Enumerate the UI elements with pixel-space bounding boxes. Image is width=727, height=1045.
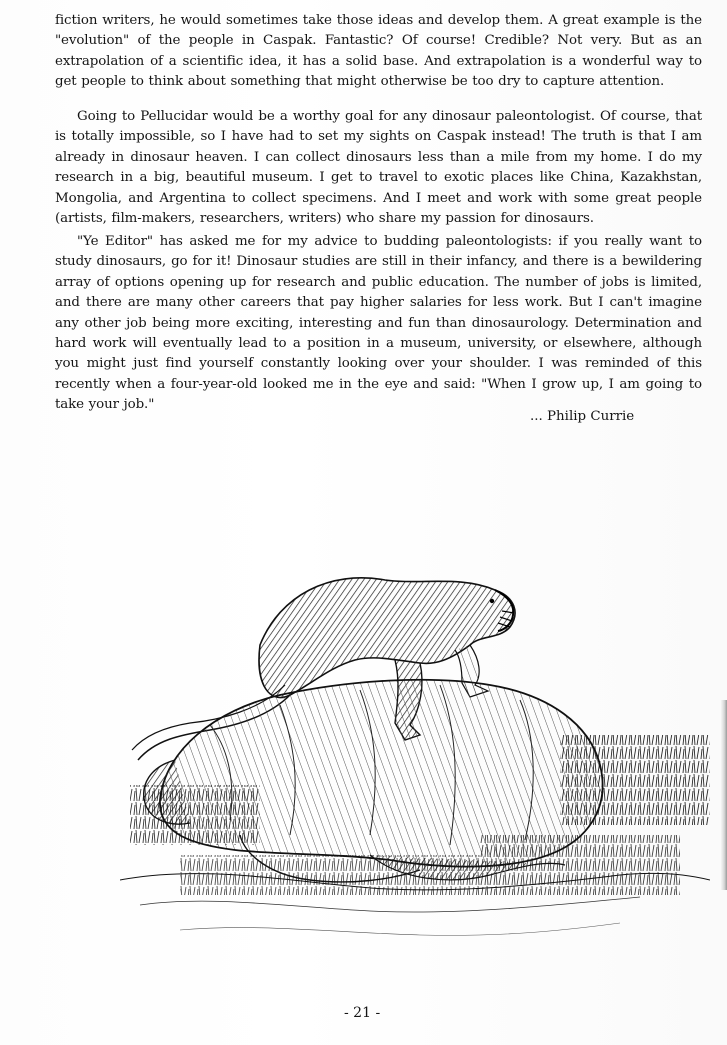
author-signature: ... Philip Currie xyxy=(530,409,635,424)
page-number: - 21 - xyxy=(344,1005,381,1021)
dinosaur-illustration xyxy=(120,535,710,975)
paragraph-1: fiction writers, he would sometimes take those ideas and develop them. A great example is the "evolution" of the people in Caspak. Fantastic? Of course! Credible? Not very. But as an extrapolation of a scientific idea, it has a solid base. And extrapolation is a wonderful way to get people to think about something that might otherwise be too dry to capture attention. xyxy=(55,13,702,90)
paragraph-2: Going to Pellucidar would be a worthy goal for any dinosaur paleontologist. Of course, that is totally impossible, so I have had to set my sights on Caspak instead! The truth is that I am already in dinosaur heaven. I can collect dinosaurs less than a mile from my home. I do my research in a big, beautiful museum. I get to travel to exotic places like China, Kazakhstan, Mongolia, and Argentina to collect specimens. And I meet and work with some great people (artists, film-makers, researchers, writers) who share my passion for dinosaurs. xyxy=(55,109,702,227)
paragraph-3: "Ye Editor" has asked me for my advice to budding paleontologists: if you really want to study dinosaurs, go for it! Dinosaur studies are still in their infancy, and there is a bewildering array of options opening up for research and public education. The number of jobs is limited, and there are many other careers that pay higher salaries for less work. But I can't imagine any other job being more exciting, interesting and fun than dinosaurology. Determination and hard work will eventually lead to a position in a museum, university, or elsewhere, although you might just find yourself constantly looking over your shoulder. I was reminded of this recently when a four-year-old looked me in the eye and said: "When I grow up, I am going to take your job." xyxy=(55,234,702,413)
page-edge-shadow xyxy=(720,700,727,890)
